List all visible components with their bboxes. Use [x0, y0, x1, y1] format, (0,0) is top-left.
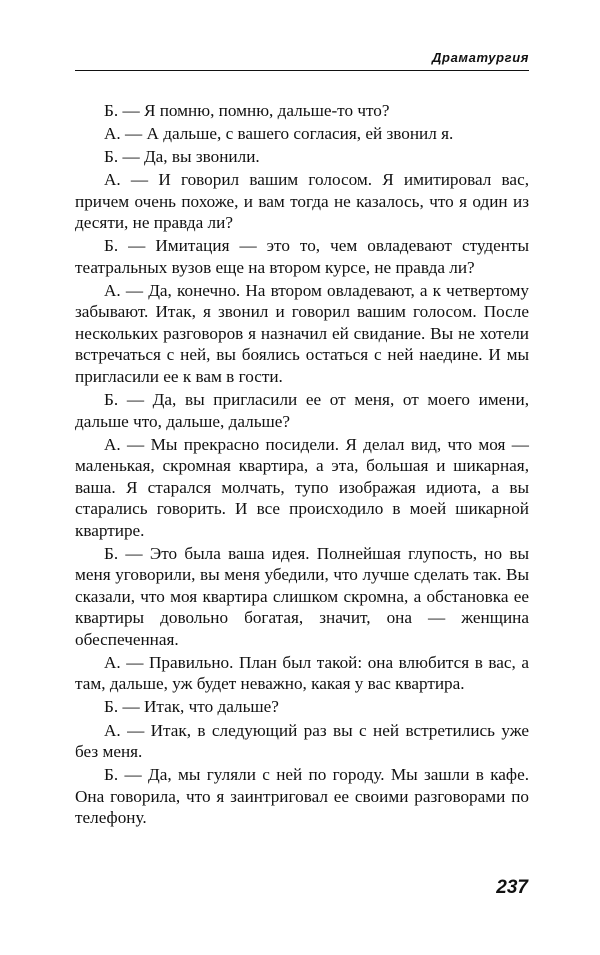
dialogue-paragraph: Б. — Итак, что дальше?	[104, 697, 279, 717]
dialogue-paragraph: Б. — Да, вы звонили.	[104, 147, 260, 167]
dialogue-paragraph: Б. — Я помню, помню, дальше-то что?	[104, 101, 390, 120]
running-header-title: Драматургия	[432, 50, 529, 65]
dialogue-paragraph: А. — Правильно. План был такой: она влюбится в вас, а там, дальше, уж будет неважно, какая у вас квартира.	[75, 652, 529, 694]
dialogue-paragraph: Б. — Это была ваша идея. Полнейшая глупость, но вы меня уговорили, вы меня убедили, что лучше сделать так. Вы сказали, что моя квартира слишком скромна, а обстановка ее квартиры довольно богатая, значит, она — женщина обеспеченная.	[75, 543, 529, 649]
dialogue-paragraph: Б. — Имитация — это то, чем овладевают студенты театральных вузов еще на втором курсе, не правда ли?	[75, 236, 529, 277]
page-number: 237	[496, 877, 528, 898]
dialogue-paragraph: Б. — Да, мы гуляли с ней по городу. Мы зашли в кафе. Она говорила, что я заинтриговал ее своими разговорами по телефону.	[75, 765, 529, 828]
dialogue-paragraph: А. — Итак, в следующий раз вы с ней встретились уже без меня.	[75, 720, 529, 762]
dialogue-paragraph: А. — И говорил вашим голосом. Я имитировал вас, причем очень похоже, и вам тогда не казалось, что я один из десяти, не правда ли?	[75, 170, 529, 233]
dialogue-paragraph: А. — А дальше, с вашего согласия, ей звонил я.	[104, 124, 454, 144]
dialogue-paragraph: Б. — Да, вы пригласили ее от меня, от моего имени, дальше что, дальше, дальше?	[75, 390, 529, 431]
running-header	[75, 48, 529, 71]
page-body	[75, 100, 529, 830]
dialogue-paragraph: А. — Мы прекрасно посидели. Я делал вид, что моя — маленькая, скромная квартира, а эта, большая и шикарная, ваша. Я старался молчать, тупо изображая идиота, а вы старались говорить. И все происходило в моей шикарной квартире.	[75, 434, 529, 540]
dialogue-paragraph: А. — Да, конечно. На втором овладевают, а к четвертому забывают. Итак, я звонил и говорил вашим голосом. После нескольких разговоров я назначил ей свидание. Вы не хотели встречаться с ней, вы боялись остаться с ней наедине. И мы пригласили ее к вам в гости.	[75, 280, 529, 386]
